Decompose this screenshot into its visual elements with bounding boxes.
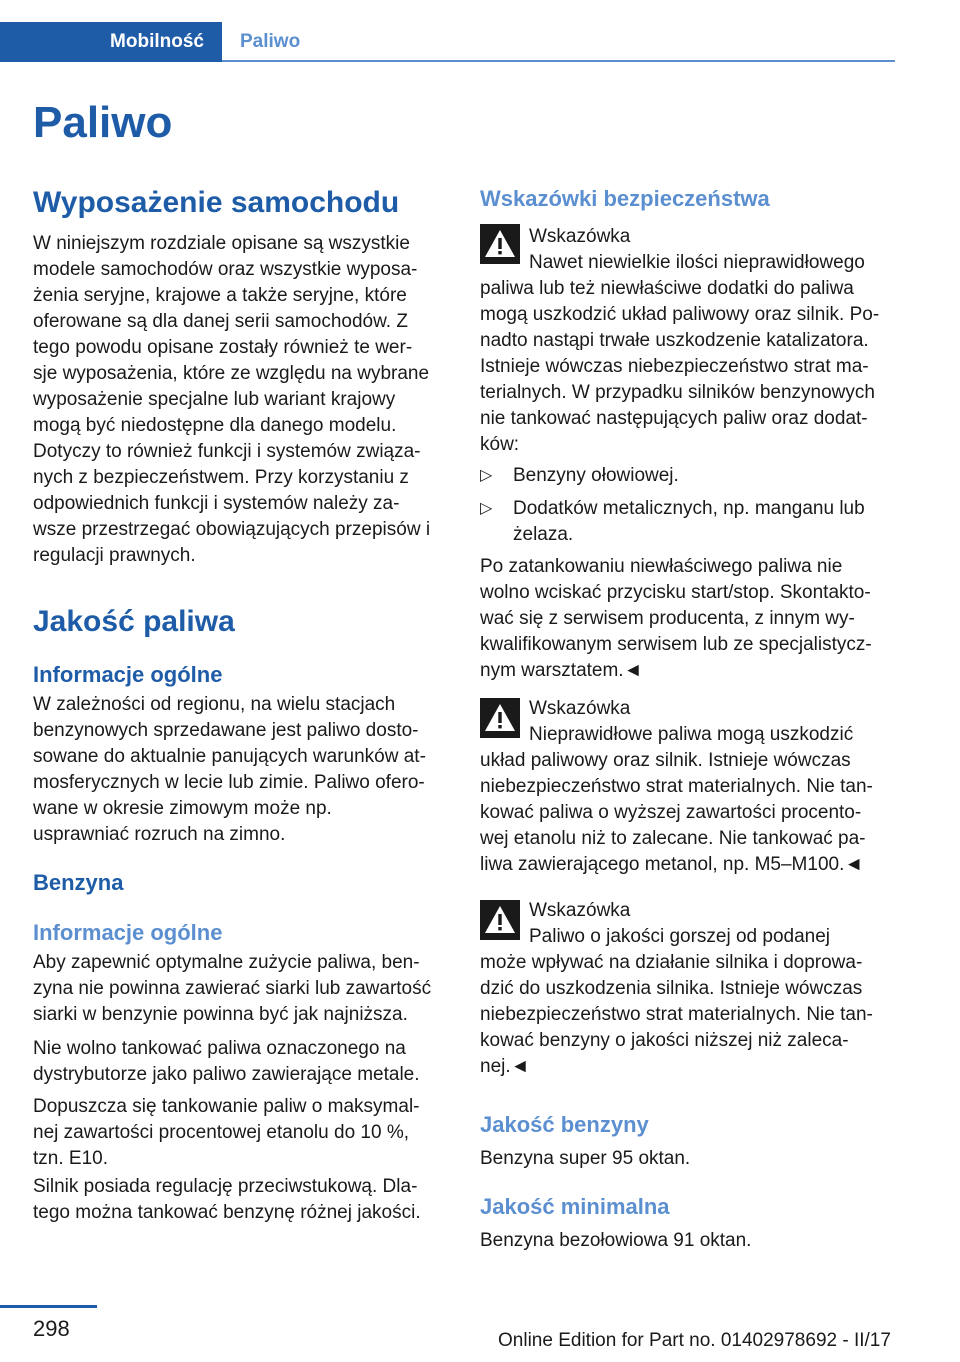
page-title: Paliwo (33, 98, 173, 147)
bullet-arrow-icon: ▷ (480, 500, 493, 517)
footer-divider (0, 1305, 97, 1308)
warning-triangle-icon (480, 900, 520, 940)
warning-triangle-icon (480, 224, 520, 264)
warning-block-2: Wskazówka Nieprawidłowe paliwa mogą uszkodzić układ paliwowy oraz silnik. Istnieje wówczas niebezpieczeństwo strat materialnych. Nie tan‐ kować paliwa o wyższej zawartości procento‐ wej etanolu niż to zalecane. Nie tankować pa‐ liwa zawierającego metanol, np. M5–M100.◄ (480, 696, 896, 878)
tab-mobilnosc[interactable]: Mobilność (0, 22, 222, 62)
warning-block-3: Wskazówka Paliwo o jakości gorszej od podanej może wpływać na działanie silnika i doprowa‐ dzić do uszkodzenia silnika. Istnieje wówczas niebezpieczeństwo strat materialnych. Nie tan‐ kować benzyny o jakości niższej niż zaleca‐ nej.◄ (480, 898, 896, 1080)
paragraph-petrol-3: Dopuszcza się tankowanie paliw o maksymal‐ nej zawartości procentowej etanolu do 10 %, tzn. E10. (33, 1096, 420, 1169)
heading-fuel-quality: Jakość paliwa (33, 605, 235, 638)
heading-min-quality: Jakość minimalna (480, 1194, 670, 1219)
heading-petrol-general: Informacje ogólne (33, 920, 223, 945)
warning-title: Wskazówka (529, 226, 631, 247)
warning-block-1: Wskazówka Nawet niewielkie ilości nieprawidłowego paliwa lub też niewłaściwe dodatki do paliwa mogą uszkodzić układ paliwowy oraz silnik. Po‐ nadto nastąpi trwałe uszkodzenie katalizatora. Istnieje wówczas niebezpieczeństwo strat ma‐ terialnych. W przypadku silników benzynowych nie tankować następujących paliw oraz dodat‐ ków: (480, 224, 896, 458)
paragraph-general-info: W zależności od regionu, na wielu stacjach benzynowych sprzedawane jest paliwo dosto‐ sowane do aktualnie panujących warunków at‐ mosferycznych w lecie lub zimie. Paliwo ofero‐ wane w okresie zimowym może np. usprawniać rozruch na zimno. (33, 694, 426, 845)
list-item: ▷ Dodatków metalicznych, np. manganu lub żelaza. (480, 498, 865, 545)
tab-paliwo[interactable]: Paliwo (240, 31, 301, 52)
warning-title: Wskazówka (529, 698, 631, 719)
paragraph-petrol-quality: Benzyna super 95 oktan. (480, 1148, 691, 1169)
bullet-arrow-icon: ▷ (480, 467, 493, 484)
page-header (0, 0, 960, 64)
paragraph-petrol-4: Silnik posiada regulację przeciwstukową. Dla‐ tego można tankować benzynę różnej jakości. (33, 1176, 421, 1223)
warning-triangle-icon (480, 698, 520, 738)
page-number: 298 (33, 1316, 70, 1341)
heading-petrol-quality: Jakość benzyny (480, 1112, 649, 1137)
header-divider (222, 60, 895, 62)
paragraph-equipment: W niniejszym rozdziale opisane są wszystkie modele samochodów oraz wszystkie wyposa‐ żenia seryjne, krajowe a także seryjne, które oferowane są dla danej serii samochodów. Z tego powodu opisane zostały również te wer‐ sje wyposażenia, które ze względu na wybrane wyposażenie specjalne lub wariant krajowy mogą być niedostępne dla danego modelu. Dotyczy to również funkcji i systemów związa‐ nych z bezpieczeństwem. Przy korzystaniu z odpowiednich funkcji i systemów należy za‐ wsze przestrzegać obowiązujących przepisów i regulacji prawnych. (33, 233, 431, 566)
heading-safety: Wskazówki bezpieczeństwa (480, 186, 770, 211)
heading-petrol: Benzyna (33, 870, 124, 895)
paragraph-min-quality: Benzyna bezołowiowa 91 oktan. (480, 1230, 752, 1251)
list-item: ▷ Benzyny ołowiowej. (480, 463, 896, 489)
paragraph-petrol-1: Aby zapewnić optymalne zużycie paliwa, ben‐ zyna nie powinna zawierać siarki lub zawartość siarki w benzynie powinna być jak najniższa. (33, 952, 432, 1025)
paragraph-after-refuel: Po zatankowaniu niewłaściwego paliwa nie wolno wciskać przycisku start/stop. Skontakto‐ wać się z serwisem producenta, z innym wy‐ kwalifikowanym serwisem lub ze specjalistycz‐ nym warsztatem.◄ (480, 556, 872, 681)
paragraph-petrol-2: Nie wolno tankować paliwa oznaczonego na dystrybutorze jako paliwo zawierające metale. (33, 1038, 420, 1085)
heading-general-info: Informacje ogólne (33, 662, 223, 687)
heading-equipment: Wyposażenie samochodu (33, 186, 400, 219)
warning-title: Wskazówka (529, 900, 631, 921)
edition-label: Online Edition for Part no. 01402978692 - II/17 (498, 1330, 891, 1351)
